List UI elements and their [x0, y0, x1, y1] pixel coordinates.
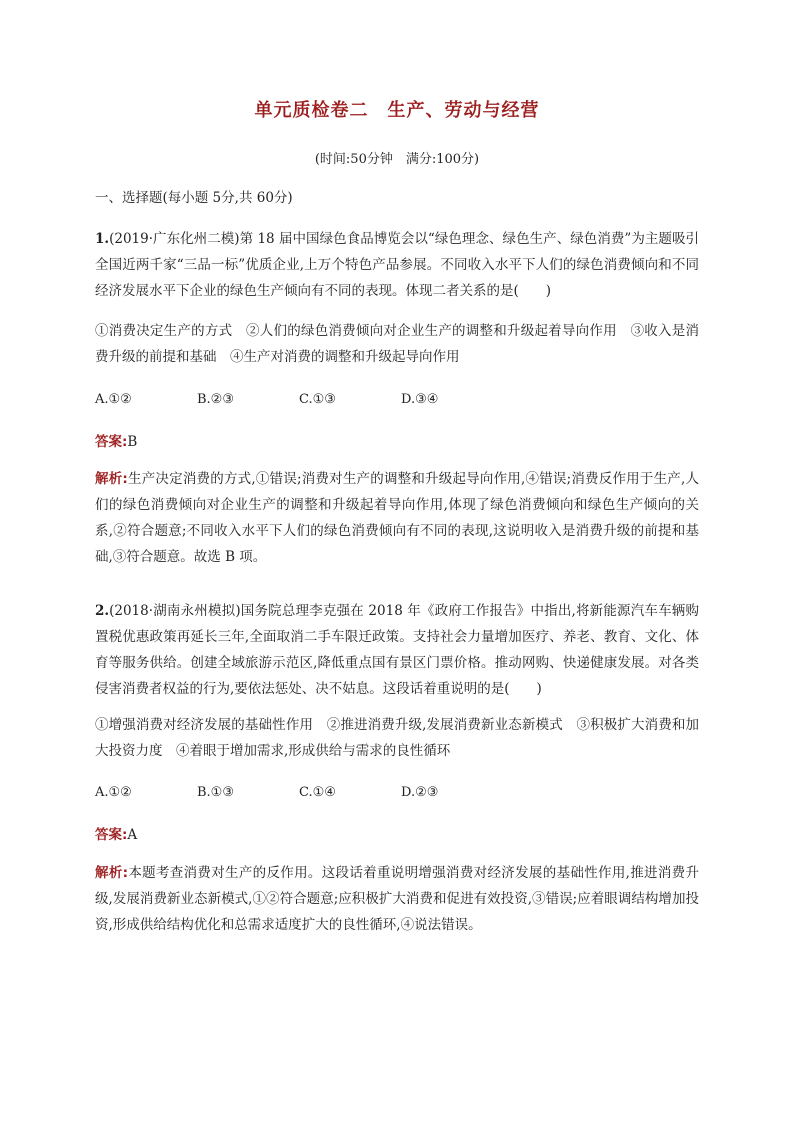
- question-2-stem: [95, 598, 699, 702]
- option-c: C.①④: [299, 785, 336, 800]
- answer-value: B: [127, 434, 138, 450]
- option-d: D.③④: [401, 392, 439, 407]
- question-text: (2018·湖南永州模拟)国务院总理李克强在 2018 年《政府工作报告》中指出,将新能源汽车车辆购置税优惠政策再延长三年,全面取消二手车限迁政策。支持社会力量增加医疗、养老、教育、文化、体育等服务供给。创建全域旅游示范区,降低重点国有景区门票价格。推动网购、快递健康发展。对各类侵害消费者权益的行为,要依法惩处、决不姑息。这段话着重说明的是( ): [95, 603, 699, 697]
- analysis-text: 生产决定消费的方式,①错误;消费对生产的调整和升级起导向作用,④错误;消费反作用于生产,人们的绿色消费倾向对企业生产的调整和升级起着导向作用,体现了绿色消费倾向和绿色生产倾向的关系,②符合题意;不同收入水平下人们的绿色消费倾向有不同的表现,这说明收入是消费升级的前提和基础,③符合题意。故选 B 项。: [95, 471, 699, 565]
- question-2-options: [95, 785, 503, 800]
- question-1-options: [95, 392, 503, 407]
- question-2-statements: ①增强消费对经济发展的基础性作用 ②推进消费升级,发展消费新业态新模式 ③积极扩大消费和加大投资力度 ④着眼于增加需求,形成供给与需求的良性循环: [95, 717, 699, 759]
- question-1-analysis: [95, 466, 699, 570]
- question-2-answer: [95, 823, 137, 843]
- question-1-stem: [95, 226, 699, 304]
- option-c: C.①③: [299, 392, 336, 407]
- option-b: B.①③: [197, 785, 234, 800]
- question-2-analysis: [95, 860, 699, 938]
- analysis-text: 本题考查消费对生产的反作用。这段话着重说明增强消费对经济发展的基础性作用,推进消费升级,发展消费新业态新模式,①②符合题意;应积极扩大消费和促进有效投资,③错误;应着眼调结构增加投资,形成供给结构优化和总需求适度扩大的良性循环,④说法错误。: [95, 865, 699, 933]
- answer-label: 答案:: [95, 827, 128, 843]
- analysis-label: 解析:: [95, 471, 128, 487]
- answer-value: A: [127, 827, 138, 843]
- answer-label: 答案:: [95, 434, 128, 450]
- option-a: A.①②: [95, 392, 132, 407]
- question-1-answer: [95, 430, 137, 450]
- analysis-label: 解析:: [95, 865, 129, 881]
- exam-info: (时间:50分钟 满分:100分): [314, 152, 480, 167]
- question-text: (2019·广东化州二模)第 18 届中国绿色食品博览会以“绿色理念、绿色生产、绿色消费”为主题吸引全国近两千家“三品一标”优质企业,上万个特色产品参展。不同收入水平下人们的绿色消费倾向和不同经济发展水平下企业的绿色生产倾向有不同的表现。体现二者关系的是( ): [95, 231, 699, 299]
- option-d: D.②③: [401, 785, 439, 800]
- question-number: 2.: [95, 603, 110, 619]
- option-b: B.②③: [197, 392, 234, 407]
- page-title: 单元质检卷二 生产、劳动与经营: [254, 100, 540, 121]
- question-number: 1.: [95, 231, 110, 247]
- option-a: A.①②: [95, 785, 132, 800]
- section-heading: 一、选择题(每小题 5分,共 60分): [95, 190, 293, 206]
- question-1-statements: ①消费决定生产的方式 ②人们的绿色消费倾向对企业生产的调整和升级起着导向作用 ③收入是消费升级的前提和基础 ④生产对消费的调整和升级起导向作用: [95, 323, 699, 365]
